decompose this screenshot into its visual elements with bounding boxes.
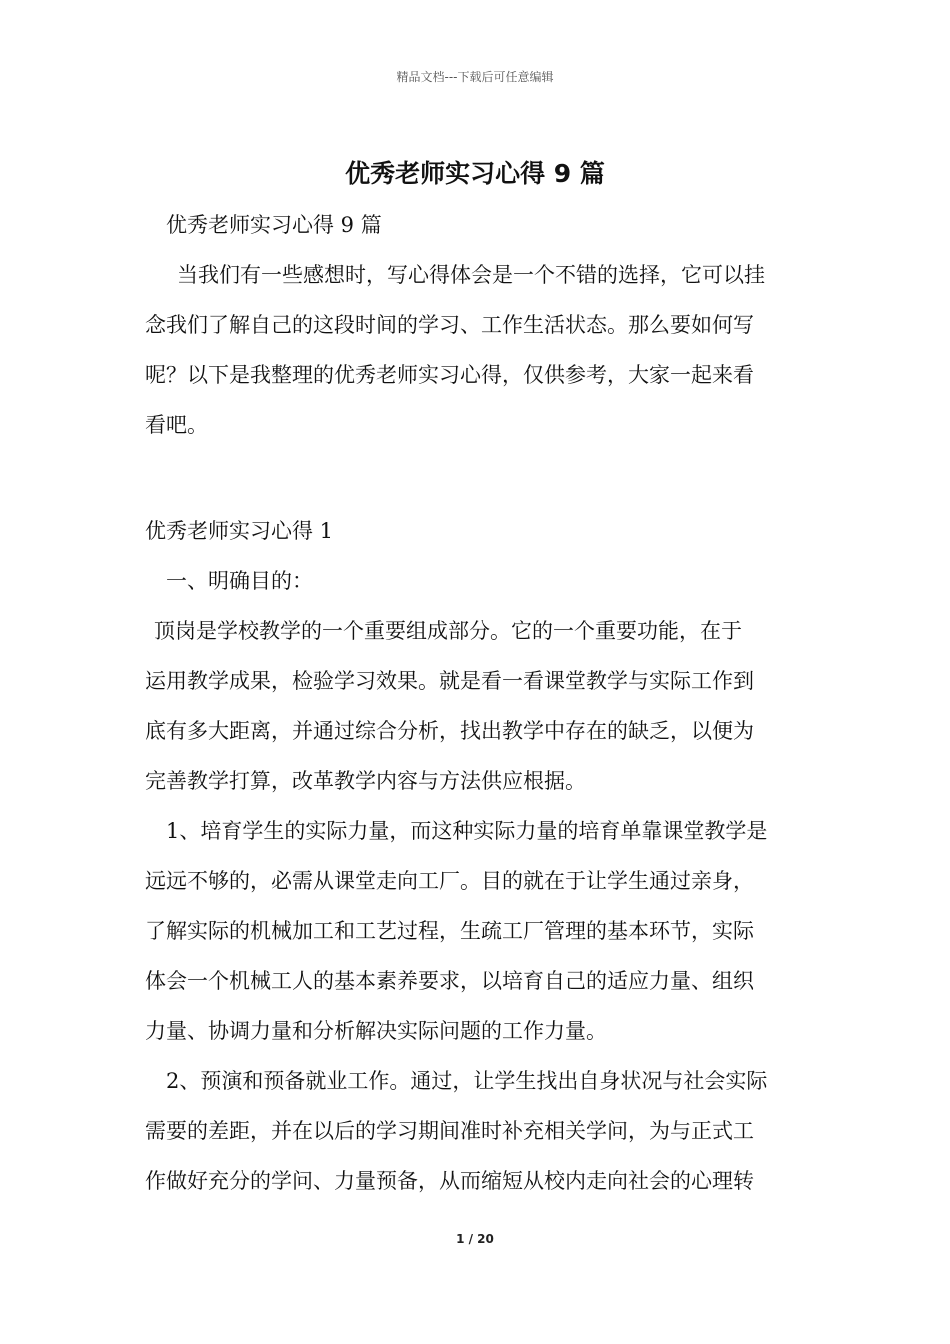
paragraph-line: 力量、协调力量和分析解决实际问题的工作力量。 [145, 1019, 607, 1043]
item-heading: 一、明确目的： [166, 569, 313, 593]
paragraph-line: 顶岗是学校教学的一个重要组成部分。它的一个重要功能，在于 [154, 619, 742, 643]
paragraph-line: 了解实际的机械加工和工艺过程，生疏工厂管理的基本环节，实际 [145, 919, 754, 943]
page-header: 精品文档---下载后可任意编辑 [396, 70, 554, 84]
paragraph-line: 完善教学打算，改革教学内容与方法供应根据。 [145, 769, 586, 793]
paragraph-line: 体会一个机械工人的基本素养要求，以培育自己的适应力量、组织 [145, 969, 754, 993]
paragraph-line: 远远不够的，必需从课堂走向工厂。目的就在于让学生通过亲身， [145, 869, 754, 893]
subtitle: 优秀老师实习心得 9 篇 [166, 213, 382, 237]
intro-line: 当我们有一些感想时，写心得体会是一个不错的选择，它可以挂 [177, 263, 765, 287]
paragraph-line: 1、培育学生的实际力量，而这种实际力量的培育单靠课堂教学是 [166, 819, 768, 843]
document-title: 优秀老师实习心得 9 篇 [345, 159, 605, 188]
paragraph-line: 需要的差距，并在以后的学习期间准时补充相关学问，为与正式工 [145, 1119, 754, 1143]
intro-line: 看吧。 [145, 413, 208, 437]
paragraph-line: 作做好充分的学问、力量预备，从而缩短从校内走向社会的心理转 [145, 1169, 754, 1193]
paragraph-line: 2、预演和预备就业工作。通过，让学生找出自身状况与社会实际 [166, 1069, 768, 1093]
spacer [145, 450, 807, 506]
intro-line: 念我们了解自己的这段时间的学习、工作生活状态。那么要如何写 [145, 313, 754, 337]
paragraph-line: 运用教学成果，检验学习效果。就是看一看课堂教学与实际工作到 [145, 669, 754, 693]
paragraph-line: 底有多大距离，并通过综合分析，找出教学中存在的缺乏，以便为 [145, 719, 754, 743]
intro-line: 呢？以下是我整理的优秀老师实习心得，仅供参考，大家一起来看 [145, 363, 754, 387]
document-body [145, 200, 807, 1206]
page-number: 1 / 20 [456, 1232, 494, 1246]
section-title: 优秀老师实习心得 1 [145, 519, 334, 543]
